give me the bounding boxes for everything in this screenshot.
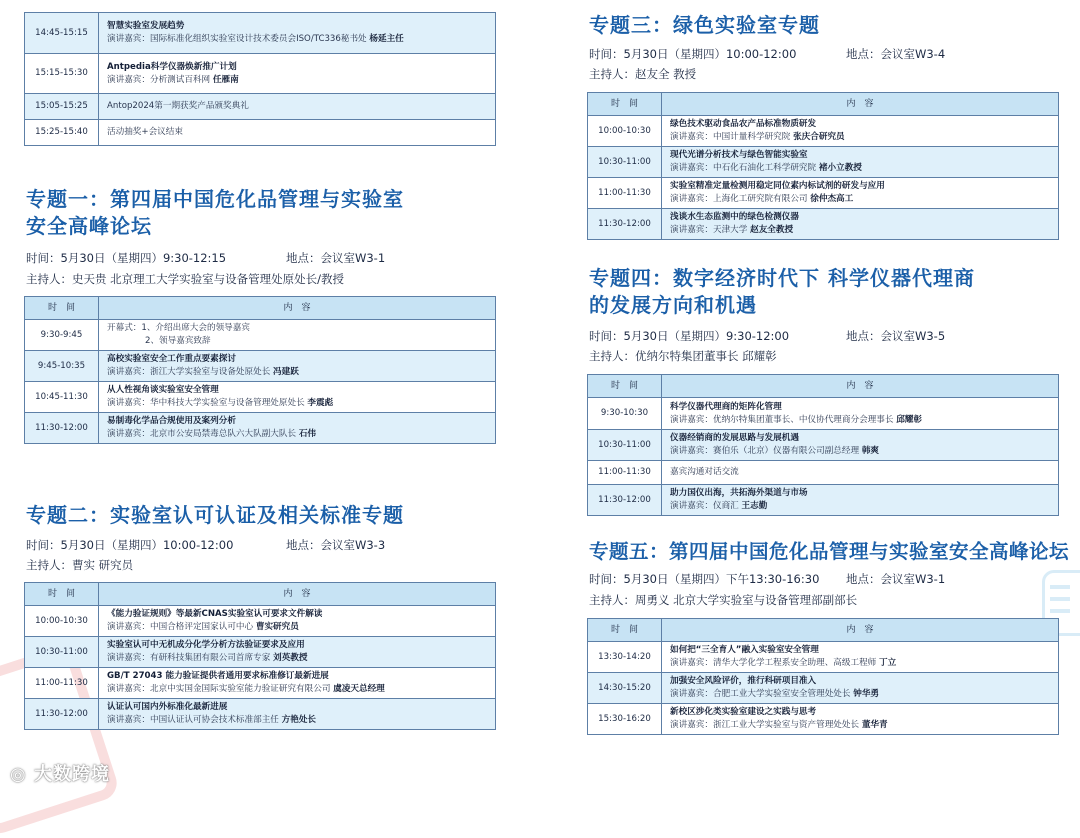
table-row [25, 382, 496, 413]
content-cell [99, 699, 496, 730]
column-header-time: 时 间 [25, 297, 99, 320]
session-title: 新校区涉化类实验室建设之实践与思考 [670, 707, 817, 717]
topic1-host: 主持人：史天贵 北京理工大学实验室与设备管理处原处长/教授 [26, 272, 345, 286]
speaker-line [670, 162, 1057, 175]
table-row [25, 413, 496, 444]
content-cell [662, 673, 1059, 704]
session-title: 高校实验室安全工作重点要素探讨 [107, 354, 236, 364]
topic3-schedule-table [587, 92, 1059, 240]
speaker-name: 曹实研究员 [255, 622, 299, 632]
content-cell [662, 461, 1059, 485]
content-cell [99, 320, 496, 351]
speaker-affiliation: 演讲嘉宾：中国认证认可协会技术标准部主任 [107, 715, 279, 725]
column-header-content: 内 容 [662, 375, 1059, 398]
speaker-name: 钟华勇 [853, 689, 880, 699]
table-row [588, 485, 1059, 516]
content-cell [99, 413, 496, 444]
time-cell: 11:30-12:00 [25, 699, 99, 730]
speaker-line [107, 33, 494, 46]
speaker-affiliation: 演讲嘉宾：仪商汇 [670, 501, 739, 511]
topic1-time: 时间：5月30日（星期四）9:30-12:15 [26, 251, 227, 265]
time-cell: 15:30-16:20 [588, 704, 662, 735]
speaker-affiliation: 演讲嘉宾：天津大学 [670, 225, 748, 235]
time-cell: 14:45-15:15 [25, 13, 99, 54]
column-header-time: 时 间 [588, 375, 662, 398]
topic4-heading [589, 265, 975, 319]
topic5-schedule-table [587, 618, 1059, 735]
column-header-content: 内 容 [99, 297, 496, 320]
table-header-row [588, 93, 1059, 116]
time-cell: 11:30-12:00 [588, 209, 662, 240]
time-cell: 11:00-11:30 [25, 668, 99, 699]
session-title: Antpedia科学仪器焕新推广计划 [107, 61, 237, 72]
topic1-schedule-table [24, 296, 496, 444]
speaker-line [107, 652, 494, 665]
speaker-affiliation: 演讲嘉宾：合肥工业大学实验室安全管理处处长 [670, 689, 851, 699]
speaker-name: 方艳处长 [281, 715, 317, 725]
speaker-name: 褚小立教授 [818, 163, 862, 173]
speaker-name: 虞凌天总经理 [333, 684, 385, 694]
watermark [10, 760, 110, 786]
decorative-lines [1050, 585, 1070, 589]
speaker-affiliation: 演讲嘉宾：中国合格评定国家认可中心 [107, 622, 254, 632]
topic2-heading: 专题二：实验室认可认证及相关标准专题 [26, 503, 404, 527]
table-row [25, 606, 496, 637]
watermark-text: 大数跨境 [33, 764, 110, 785]
content-cell [662, 704, 1059, 735]
table-row [25, 13, 496, 54]
session-title: 实验室精准定量检测用稳定同位素内标试剂的研发与应用 [670, 181, 885, 191]
session-title: 仪器经销商的发展思路与发展机遇 [670, 433, 799, 443]
session-title: 嘉宾沟通对话交流 [670, 467, 739, 477]
session-title: 如何把“三全育人”融入实验室安全管理 [670, 645, 819, 655]
speaker-name: 韩爽 [861, 446, 880, 456]
table-row [588, 398, 1059, 430]
content-cell [99, 13, 496, 54]
topic4-heading-line1: 专题四：数字经济时代下 科学仪器代理商 [589, 266, 975, 290]
topic2-schedule-table [24, 582, 496, 730]
column-header-content: 内 容 [99, 583, 496, 606]
time-cell: 9:45-10:35 [25, 351, 99, 382]
speaker-line [107, 428, 494, 441]
time-cell: 15:25-15:40 [25, 120, 99, 146]
table-row [588, 209, 1059, 240]
column-header-content: 内 容 [662, 93, 1059, 116]
table-row [25, 351, 496, 382]
time-cell: 9:30-10:30 [588, 398, 662, 430]
time-cell: 13:30-14:20 [588, 642, 662, 673]
table-row [25, 94, 496, 120]
speaker-line [670, 500, 1057, 513]
table-row [25, 54, 496, 94]
topic2-place: 地点：会议室W3-3 [286, 538, 386, 552]
speaker-name: 赵友全教授 [750, 225, 794, 235]
table-header-row [588, 619, 1059, 642]
session-title: GB/T 27043 能力验证提供者通用要求标准修订最新进展 [107, 671, 329, 681]
column-header-time: 时 间 [588, 619, 662, 642]
speaker-name: 李震彪 [307, 398, 334, 408]
speaker-affiliation: 演讲嘉宾：北京中实国金国际实验室能力验证研究有限公司 [107, 684, 331, 694]
speaker-affiliation: 演讲嘉宾：优纳尔特集团董事长、中仪协代理商分会理事长 [670, 414, 894, 425]
content-cell [662, 485, 1059, 516]
content-cell [662, 430, 1059, 461]
content-cell [99, 94, 496, 120]
speaker-affiliation: 演讲嘉宾：北京市公安局禁毒总队六大队副大队长 [107, 429, 297, 439]
speaker-affiliation: 演讲嘉宾：浙江大学实验室与设备处原处长 [107, 367, 271, 377]
table-row [588, 430, 1059, 461]
speaker-affiliation: 演讲嘉宾：上海化工研究院有限公司 [670, 194, 808, 204]
time-cell: 10:30-11:00 [25, 637, 99, 668]
content-cell [99, 351, 496, 382]
speaker-line [107, 397, 494, 410]
content-cell [662, 147, 1059, 178]
topic4-heading-line2: 的发展方向和机遇 [589, 293, 757, 317]
speaker-line [670, 131, 1057, 144]
table-header-row [25, 583, 496, 606]
time-cell: 14:30-15:20 [588, 673, 662, 704]
speaker-name: 杨延主任 [369, 34, 404, 44]
topic4-host: 主持人：优纳尔特集团董事长 邱耀彰 [589, 349, 777, 363]
table-row [588, 147, 1059, 178]
topic4-place: 地点：会议室W3-5 [846, 329, 946, 343]
speaker-name: 冯建跃 [273, 367, 299, 377]
topic3-heading: 专题三：绿色实验室专题 [589, 13, 820, 37]
speaker-line [670, 193, 1057, 206]
table-row [588, 461, 1059, 485]
table-row [588, 178, 1059, 209]
time-cell: 10:00-10:30 [25, 606, 99, 637]
speaker-line [107, 366, 494, 379]
time-cell: 10:45-11:30 [25, 382, 99, 413]
topic3-host: 主持人：赵友全 教授 [589, 67, 697, 81]
speaker-affiliation: 演讲嘉宾：分析测试百科网 [107, 74, 211, 85]
session-title: 认证认可国内外标准化最新进展 [107, 702, 228, 712]
content-cell [662, 116, 1059, 147]
speaker-line [670, 414, 1057, 427]
topic2-time: 时间：5月30日（星期四）10:00-12:00 [26, 538, 234, 552]
speaker-affiliation: 演讲嘉宾：赛伯乐（北京）仪器有限公司副总经理 [670, 446, 860, 456]
session-title: 绿色技术驱动食品农产品标准物质研发 [670, 119, 817, 129]
column-header-time: 时 间 [588, 93, 662, 116]
time-cell: 11:30-12:00 [588, 485, 662, 516]
speaker-name: 王志勤 [741, 501, 768, 511]
table-row [25, 699, 496, 730]
speaker-name: 张庆合研究员 [793, 132, 845, 142]
watermark-logo-icon: ◎ [10, 764, 34, 785]
table-row [25, 120, 496, 146]
topic1-heading [26, 186, 404, 240]
speaker-affiliation: 演讲嘉宾：浙江工业大学实验室与资产管理处处长 [670, 720, 860, 730]
speaker-line [670, 719, 1057, 732]
topic4-time: 时间：5月30日（星期四）9:30-12:00 [589, 329, 790, 343]
speaker-name: 石伟 [298, 429, 317, 439]
session-title: 现代光谱分析技术与绿色智能实验室 [670, 150, 808, 160]
speaker-line [670, 657, 1057, 670]
speaker-name: 任雁南 [212, 74, 239, 85]
session-title: 浅谈水生态监测中的绿色检测仪器 [670, 212, 799, 222]
opening-line2: 2、领导嘉宾致辞 [145, 336, 211, 346]
table-row [588, 116, 1059, 147]
speaker-line [107, 714, 494, 727]
speaker-name: 董华青 [861, 720, 888, 730]
content-cell [662, 178, 1059, 209]
speaker-line [107, 621, 494, 634]
session-title: 《能力验证规则》等最新CNAS实验室认可要求文件解读 [107, 609, 323, 619]
table-row [25, 668, 496, 699]
time-cell: 11:00-11:30 [588, 178, 662, 209]
topic5-host: 主持人：周勇义 北京大学实验室与设备管理部副部长 [589, 593, 858, 607]
table-header-row [588, 375, 1059, 398]
speaker-name: 邱耀彰 [896, 414, 922, 425]
speaker-name: 徐仲杰高工 [810, 194, 854, 204]
opening-line1: 开幕式：1、介绍出席大会的领导嘉宾 [107, 323, 250, 333]
session-title: 助力国仪出海，共拓海外渠道与市场 [670, 488, 808, 498]
content-cell [662, 398, 1059, 430]
topic1-place: 地点：会议室W3-1 [286, 251, 386, 265]
time-cell: 10:30-11:00 [588, 430, 662, 461]
session-title: 科学仪器代理商的矩阵化管理 [670, 401, 782, 412]
time-cell: 9:30-9:45 [25, 320, 99, 351]
speaker-name: 丁立 [879, 658, 897, 668]
table-row [25, 637, 496, 668]
session-title: 实验室认可中无机成分化学分析方法验证要求及应用 [107, 640, 305, 650]
session-title: 易制毒化学品合规使用及案列分析 [107, 416, 236, 426]
content-cell [99, 54, 496, 94]
content-cell [99, 637, 496, 668]
time-cell: 11:30-12:00 [25, 413, 99, 444]
content-cell [662, 209, 1059, 240]
session-title: 加强安全风险评价，推行科研项目准入 [670, 676, 817, 686]
speaker-affiliation: 演讲嘉宾：清华大学化学工程系安全助理、高级工程师 [670, 658, 877, 668]
content-cell [99, 120, 496, 146]
table-row [25, 320, 496, 351]
time-cell: 10:00-10:30 [588, 116, 662, 147]
session-title: 活动抽奖+会议结束 [107, 127, 183, 137]
session-title: 从人性视角谈实验室安全管理 [107, 385, 219, 395]
speaker-affiliation: 演讲嘉宾：中石化石油化工科学研究院 [670, 163, 817, 173]
topic3-time: 时间：5月30日（星期四）10:00-12:00 [589, 47, 797, 61]
speaker-affiliation: 演讲嘉宾：中国计量科学研究院 [670, 132, 791, 142]
content-cell [662, 642, 1059, 673]
session-title: 智慧实验室发展趋势 [107, 21, 185, 31]
topic5-heading: 专题五：第四届中国危化品管理与实验室安全高峰论坛 [589, 540, 1070, 563]
topic1-heading-line1: 专题一：第四届中国危化品管理与实验室 [26, 187, 404, 211]
session-title: Antop2024第一期获奖产品颁奖典礼 [107, 101, 249, 111]
topic2-host: 主持人：曹实 研究员 [26, 558, 134, 572]
time-cell: 11:00-11:30 [588, 461, 662, 485]
time-cell: 15:15-15:30 [25, 54, 99, 94]
speaker-line [107, 683, 494, 696]
topic1-heading-line2: 安全高峰论坛 [26, 214, 152, 238]
topic5-place: 地点：会议室W3-1 [846, 572, 946, 586]
speaker-line [670, 224, 1057, 237]
speaker-affiliation: 演讲嘉宾：有研科技集团有限公司首席专家 [107, 653, 271, 663]
speaker-line [107, 74, 494, 87]
speaker-affiliation: 演讲嘉宾：华中科技大学实验室与设备管理处原处长 [107, 398, 305, 408]
column-header-content: 内 容 [662, 619, 1059, 642]
time-cell: 10:30-11:00 [588, 147, 662, 178]
topic3-place: 地点：会议室W3-4 [846, 47, 946, 61]
time-cell: 15:05-15:25 [25, 94, 99, 120]
speaker-line [670, 445, 1057, 458]
table-row [588, 704, 1059, 735]
topic5-time: 时间：5月30日（星期四）下午13:30-16:30 [589, 572, 820, 586]
content-cell [99, 668, 496, 699]
table-row [588, 642, 1059, 673]
speaker-line [670, 688, 1057, 701]
speaker-name: 刘英教授 [273, 653, 308, 663]
speaker-affiliation: 演讲嘉宾：国际标准化组织实验室设计技术委员会ISO/TC336秘书处 [107, 34, 367, 44]
top-schedule-table [24, 12, 496, 146]
content-cell [99, 382, 496, 413]
content-cell [99, 606, 496, 637]
column-header-time: 时 间 [25, 583, 99, 606]
table-header-row [25, 297, 496, 320]
topic4-schedule-table [587, 374, 1059, 516]
table-row [588, 673, 1059, 704]
